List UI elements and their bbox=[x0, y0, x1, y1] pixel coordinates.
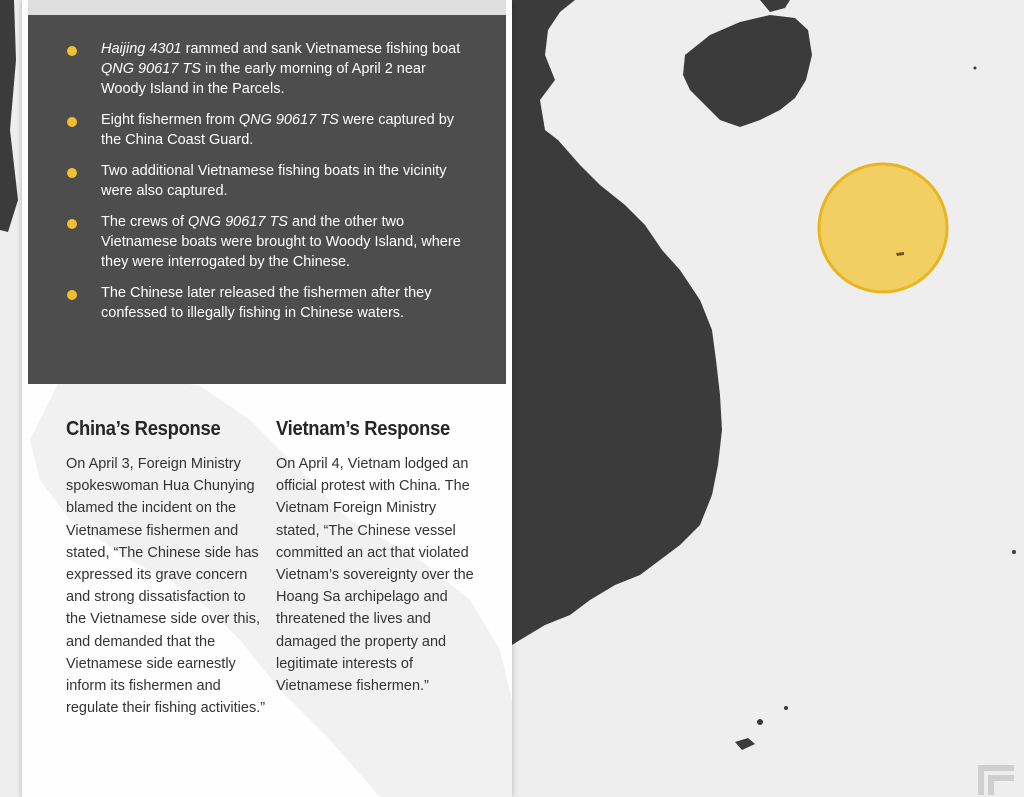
bullet-icon bbox=[67, 290, 77, 300]
event-item bbox=[28, 283, 506, 323]
incident-summary-box bbox=[28, 15, 506, 384]
bullet-icon bbox=[67, 168, 77, 178]
paracel-highlight-circle bbox=[819, 164, 947, 292]
event-text: The Chinese later released the fishermen after they confessed to illegally fishing in Chinese waters. bbox=[101, 285, 432, 321]
vessel-name: QNG 90617 TS bbox=[101, 61, 201, 77]
incident-event-list bbox=[28, 39, 506, 334]
bullet-icon bbox=[67, 46, 77, 56]
panel-top-strip bbox=[28, 0, 506, 15]
vietnam-response-section bbox=[276, 418, 476, 697]
event-text: were captured by the China Coast Guard. bbox=[101, 112, 455, 148]
event-text: in the early morning of April 2 near Woody Island in the Parcels. bbox=[101, 61, 426, 97]
logo-icon bbox=[974, 761, 1018, 795]
china-response-section bbox=[66, 418, 266, 719]
bullet-icon bbox=[67, 219, 77, 229]
event-text: and the other two Vietnamese boats were brought to Woody Island, where they were interrogated by the Chinese. bbox=[101, 214, 461, 270]
vietnam-response-heading: Vietnam’s Response bbox=[276, 418, 450, 440]
event-text: rammed and sank Vietnamese fishing boat bbox=[181, 41, 461, 57]
china-response-body: On April 3, Foreign Ministry spokeswoman Hua Chunying blamed the incident on the Vietnamese fishermen and stated, “The Chinese side has expressed its grave concern and strong dissatisfaction to the Vietnamese side over this, and demanded that the Vietnamese side earnestly inform its fishermen and regulate their fishing activities.” bbox=[66, 456, 266, 717]
vietnam-response-body: On April 4, Vietnam lodged an official protest with China. The Vietnam Foreign Ministry stated, “The Chinese vessel committed an act that violated Vietnam’s sovereignty over the Hoang Sa archipelago and threatened the lives and damaged the property and legitimate interests of Vietnamese fishermen.” bbox=[276, 456, 474, 695]
info-panel bbox=[22, 0, 512, 797]
event-item bbox=[28, 110, 506, 150]
vessel-name: QNG 90617 TS bbox=[188, 214, 288, 230]
event-item bbox=[28, 39, 506, 99]
vessel-name: QNG 90617 TS bbox=[238, 112, 339, 128]
event-text: The crews of bbox=[101, 214, 189, 230]
vessel-name: Haijing 4301 bbox=[101, 41, 182, 57]
event-item bbox=[28, 212, 506, 272]
event-text: Eight fishermen from bbox=[101, 112, 239, 128]
event-item bbox=[28, 161, 506, 201]
china-response-heading: China’s Response bbox=[66, 418, 221, 440]
bullet-icon bbox=[67, 117, 77, 127]
event-text: Two additional Vietnamese fishing boats in the vicinity were also captured. bbox=[101, 163, 447, 199]
